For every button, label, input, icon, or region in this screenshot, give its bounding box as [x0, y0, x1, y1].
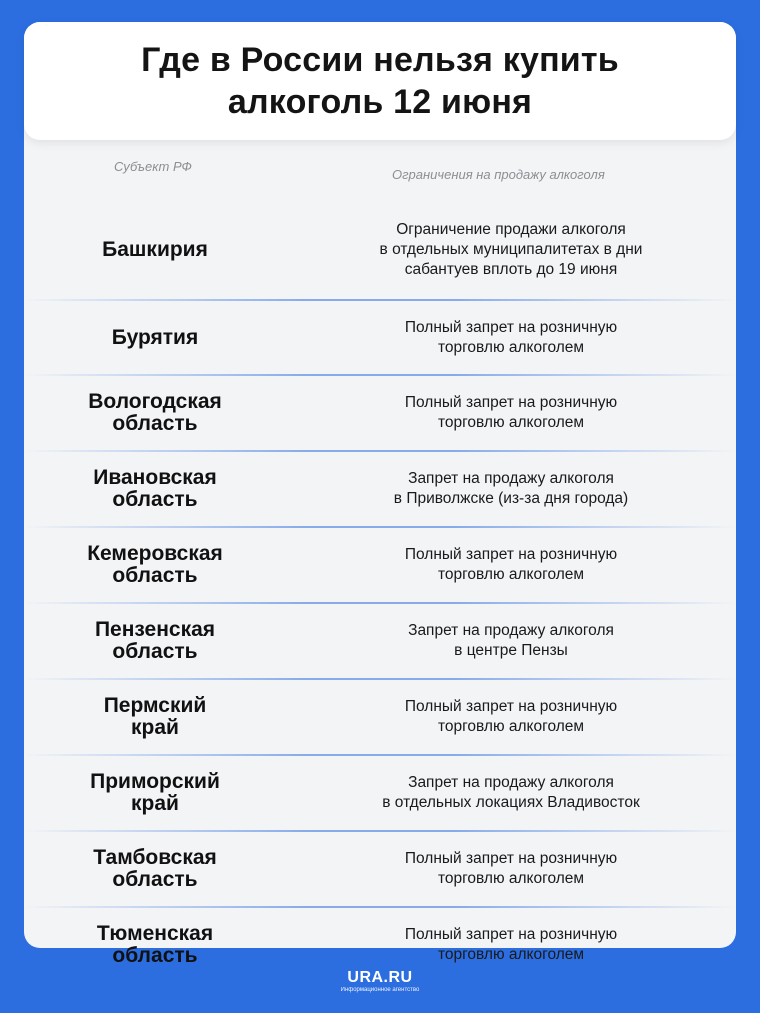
page-title: Где в России нельзя купить алкоголь 12 июня [141, 41, 619, 121]
table-row [24, 680, 736, 756]
restriction-text: Запрет на продажу алкоголя в отдельных локациях Владивосток [382, 774, 640, 811]
table-row [24, 604, 736, 680]
restriction-text: Полный запрет на розничную торговлю алкоголем [404, 546, 618, 583]
ura-ru-logo [0, 970, 760, 994]
column-header-restriction: Ограничения на продажу алкоголя [392, 167, 605, 182]
table-row [24, 301, 736, 376]
table-row [24, 452, 736, 528]
table [24, 200, 736, 982]
table-row [24, 832, 736, 908]
content-card [24, 22, 736, 967]
restriction-text: Полный запрет на розничную торговлю алкоголем [404, 318, 618, 356]
region-name: Бурятия [111, 325, 199, 349]
region-name: Ивановская область [93, 466, 217, 511]
region-name: Башкирия [102, 237, 208, 261]
logo-tagline: Информационное агентство [340, 987, 420, 993]
region-name: Вологодская область [88, 390, 222, 435]
table-row [24, 756, 736, 832]
restriction-text: Запрет на продажу алкоголя в центре Пензы [408, 622, 614, 659]
logo-name: URA.RU [347, 969, 413, 986]
region-name: Тамбовская область [93, 846, 217, 891]
table-row [24, 200, 736, 301]
table-row [24, 376, 736, 452]
restriction-text: Полный запрет на розничную торговлю алкоголем [404, 394, 618, 431]
region-name: Кемеровская область [87, 542, 223, 587]
restriction-text: Запрет на продажу алкоголя в Приволжске (из-за дня города) [393, 470, 629, 507]
column-header-region: Субъект РФ [114, 159, 192, 174]
region-name: Пензенская область [94, 618, 216, 663]
restriction-text: Полный запрет на розничную торговлю алкоголем [404, 850, 618, 887]
header [24, 22, 736, 140]
region-name: Пермский край [103, 694, 207, 739]
region-name: Тюменская область [96, 922, 214, 967]
restriction-text: Полный запрет на розничную торговлю алкоголем [404, 926, 618, 963]
restriction-text: Полный запрет на розничную торговлю алкоголем [404, 698, 618, 735]
table-row [24, 528, 736, 604]
restriction-text: Ограничение продажи алкоголя в отдельных муниципалитетах в дни сабантуев вплоть до 19 июня [379, 220, 643, 278]
region-name: Приморский край [90, 770, 220, 815]
